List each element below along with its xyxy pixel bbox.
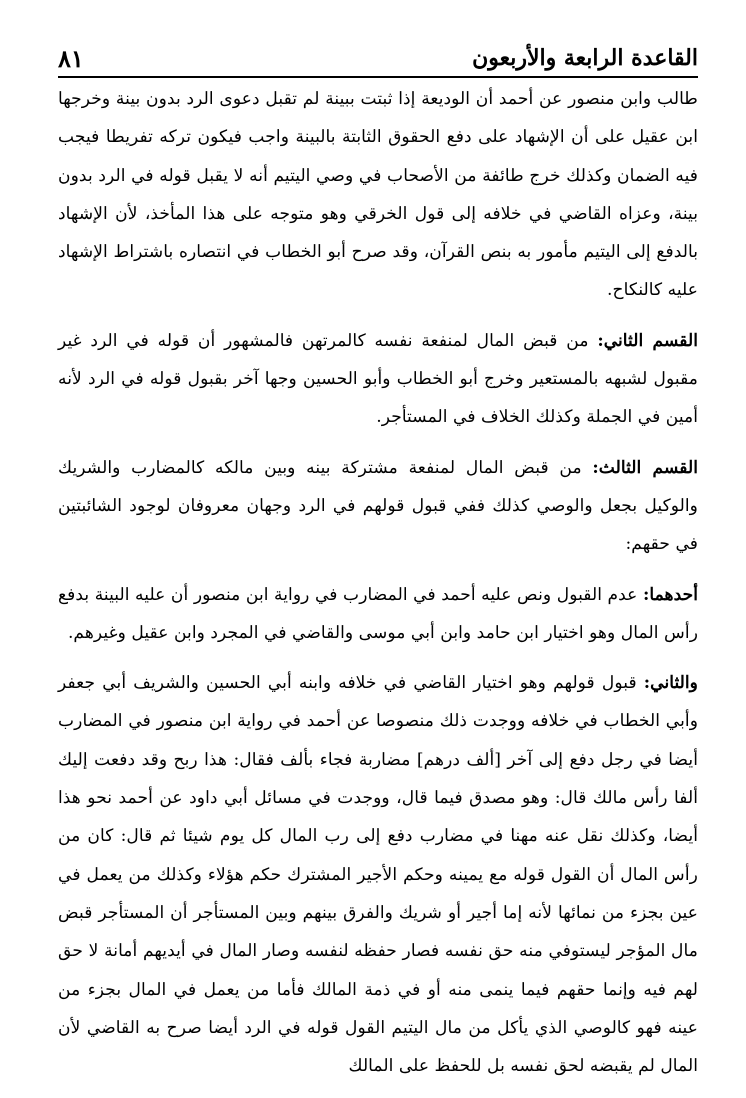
paragraph-label: القسم الثالث: — [592, 457, 699, 478]
header-rule — [58, 76, 698, 78]
paragraph — [58, 322, 698, 437]
paragraph-text: قبول قولهم وهو اختيار القاضي في خلافه وابنه أبي الحسين والشريف أبي جعفر وأبي الخطاب في خلافه ووجدت ذلك منصوصا عن أحمد في رواية ابن منصور في المضارب أيضا في رجل دفع إلى آخر [ألف درهم] مضاربة فجاء بألف فقال: هذا ربح وقد دفعت إليك ألفا رأس مالك قال: وهو مصدق فيما قال، ووجدت في مسائل أبي داود عن أحمد نحو هذا أيضا، وكذلك نقل عنه مهنا في مضارب دفع إلى رب المال كل يوم شيئا ثم قال: كان من رأس المال أن القول قوله مع يمينه وحكم الأجير المشترك حكم هؤلاء وكذلك من يعمل في عين بجزء من نمائها لأنه إما أجير أو شريك والفرق بينهم وبين المستأجر أن المستأجر قبض مال المؤجر ليستوفي منه حق نفسه فصار حفظه لنفسه وصار المال في أيديهم أمانة لا حق لهم فيه وإنما حقهم فيما ينمى منه أو في ذمة المالك فأما من يعمل في المال بجزء من عينه فهو كالوصي الذي يأكل من مال اليتيم القول قوله في الرد أيضا صرح به القاضي لأن المال لم يقبضه لحق نفسه بل للحفظ على المالك — [58, 673, 698, 1077]
page-body — [58, 80, 698, 1085]
paragraph — [58, 449, 698, 564]
paragraph-gap — [58, 310, 698, 322]
paragraph-text: من قبض المال لمنفعة نفسه كالمرتهن فالمشهور أن قوله في الرد غير مقبول لشبهه بالمستعير وخرج أبو الخطاب وأبو الحسين وجها آخر بقبول قوله في الرد لأنه أمين في الجملة وكذلك الخلاف في المستأجر. — [58, 330, 698, 428]
paragraph-text: عدم القبول ونص عليه أحمد في المضارب في رواية ابن منصور أن عليه البينة بدفع رأس المال وهو اختيار ابن حامد وابن أبي موسى والقاضي في المجرد وابن عقيل وغيرهم. — [58, 584, 698, 643]
page-number: ٨١ — [58, 43, 84, 73]
paragraph — [58, 576, 698, 653]
paragraph — [58, 80, 698, 310]
chapter-title: القاعدة الرابعة والأربعون — [472, 45, 698, 71]
paragraph-gap — [58, 437, 698, 449]
paragraph — [58, 664, 698, 1085]
paragraph-text: من قبض المال لمنفعة مشتركة بينه وبين مالكه كالمضارب والشريك والوكيل بجعل والوصي كذلك ففي قبول قولهم في الرد وجهان معروفان لوجود الشائبتين في حقهم: — [58, 457, 698, 555]
paragraph-label: القسم الثاني: — [597, 330, 698, 351]
paragraph-label: والثاني: — [643, 673, 698, 694]
paragraph-gap — [58, 564, 698, 576]
paragraph-gap — [58, 652, 698, 664]
page-header — [58, 38, 698, 78]
paragraph-label: أحدهما: — [642, 584, 698, 605]
paragraph-text: طالب وابن منصور عن أحمد أن الوديعة إذا ثبتت ببينة لم تقبل دعوى الرد بدون بينة وخرجها ابن عقيل على أن الإشهاد على دفع الحقوق الثابتة بالبينة واجب فيكون تركه تفريطا فيجب فيه الضمان وكذلك خرج طائفة من الأصحاب في وصي اليتيم أنه لا يقبل قوله في الرد بدون بينة، وعزاه القاضي في خلافه إلى قول الخرقي وهو متوجه على هذا المأخذ، لأن الإشهاد بالدفع إلى اليتيم مأمور به بنص القرآن، وقد صرح أبو الخطاب في انتصاره باشتراط الإشهاد عليه كالنكاح. — [58, 89, 698, 301]
